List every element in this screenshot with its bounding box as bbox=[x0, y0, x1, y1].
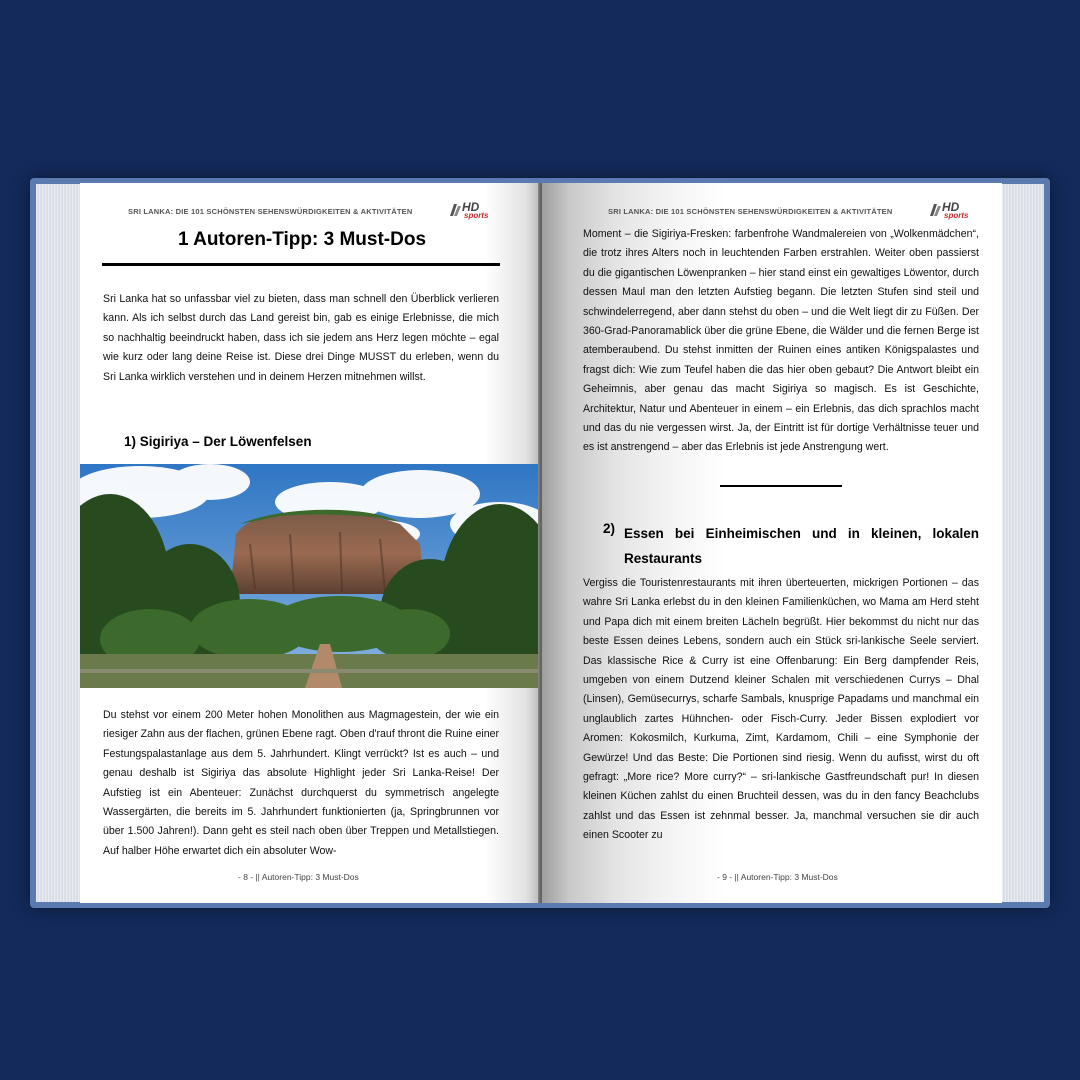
running-head: SRI LANKA: DIE 101 SCHÖNSTEN SEHENSWÜRDIGKEITEN & AKTIVITÄTEN bbox=[608, 207, 893, 216]
essen-paragraph: Vergiss die Touristenrestaurants mit ihren überteuerten, mickrigen Portionen – das wahre Sri Lanka erlebst du in den kleinen Familienküchen, wo Mama am Herd steht und Papa dich mit einem breiten Lächeln begrüßt. Hier bekommst du nicht nur das beste Essen deines Lebens, sondern auch ein Stück sri-lankische Seele serviert. Das klassische Rice & Curry ist eine Offenbarung: Ein Berg dampfender Reis, umgeben von einem Dutzend kleiner Schalen mit verschiedenen Currys – Dhal (Linsen), Gemüsecurrys, scharfe Sambals, knusprige Papadams und manchmal ein unglaublich zartes Hühnchen- oder Fisch-Curry. Jeder Bissen explodiert vor Aromen: Kokosmilch, Kurkuma, Zimt, Kardamom, Chili – eine Symphonie der Gewürze! Und das Beste: Die Portionen sind riesig. Wenn du aufisst, wirst du oft gefragt: „More rice? More curry?“ – sri-lankische Gastfreundschaft pur! In diesen kleinen Küchen zahlst du einen Bruchteil dessen, was du in den fancy Beachclubs zahlst und das Essen ist zehnmal besser. Ja, manchmal versuchen sie dir auch einen Scooter zu bbox=[583, 577, 979, 842]
page-footer-right: - 9 - || Autoren-Tipp: 3 Must-Dos bbox=[717, 872, 838, 882]
logo-hd-text: HD bbox=[462, 200, 480, 214]
left-page bbox=[80, 183, 540, 903]
page-edges-left bbox=[36, 184, 82, 902]
logo-hd-text: HD bbox=[942, 200, 960, 214]
chapter-rule bbox=[102, 263, 500, 266]
hd-sports-logo bbox=[928, 201, 980, 221]
running-head: SRI LANKA: DIE 101 SCHÖNSTEN SEHENSWÜRDIGKEITEN & AKTIVITÄTEN bbox=[128, 207, 413, 216]
logo-sports-text: sports bbox=[464, 211, 489, 220]
logo-sports-text: sports bbox=[944, 211, 969, 220]
logo-mark-icon bbox=[448, 203, 462, 217]
chapter-title: 1 Autoren-Tipp: 3 Must-Dos bbox=[177, 229, 427, 250]
section-heading-sigiriya: 1) Sigiriya – Der Löwenfelsen bbox=[124, 434, 312, 449]
sigiriya-continued-paragraph: Moment – die Sigiriya-Fresken: farbenfrohe Wandmalereien von „Wolkenmädchen“, die trotz ihres Alters noch in leuchtenden Farben erstrahlen. Weiter oben passierst du die gigantischen Löwenpranken – hier stand einst ein gewaltiges Löwentor, durch dessen Maul man den letzten Aufstieg begann. Die letzten Stufen sind steil und schwindelerregend, aber dann stehst du oben – und die Welt liegt dir zu Füßen. Der 360-Grad-Panoramablick über die grüne Ebene, die Wälder und die fernen Berge ist atemberaubend. Du stehst inmitten der Ruinen eines antiken Königspalastes und fragst dich: Wie zum Teufel haben die das hier oben gebaut? Die Antwort bleibt ein Geheimnis, aber genau das macht Sigiriya so magisch. Es ist Geschichte, Architektur, Natur und Abenteuer in einem – ein Erlebnis, das dich sprachlos macht und das du nie vergessen wirst. Ja, der Eintritt ist für dortige Verhältnisse teuer und es ist anstrengend – aber das Erlebnis ist jede Anstrengung wert. bbox=[583, 228, 979, 454]
logo-mark-icon bbox=[928, 203, 942, 217]
sigiriya-photo bbox=[80, 464, 540, 688]
section-heading-essen: Essen bei Einheimischen und in kleinen, lokalen Restaurants bbox=[624, 526, 979, 566]
intro-paragraph: Sri Lanka hat so unfassbar viel zu bieten, dass man schnell den Überblick verlieren kann. Als ich selbst durch das Land gereist bin, gab es einige Erlebnisse, die mich so nachhaltig beeindruckt haben, dass ich sie jedem ans Herz legen möchte – egal wie kurz oder lang deine Reise ist. Diese drei Dinge MUSST du erleben, wenn du Sri Lanka wirklich verstehen und in deinem Herzen mitnehmen willst. bbox=[103, 293, 499, 383]
section-number: 2) bbox=[603, 521, 616, 536]
page-edges-right bbox=[1000, 184, 1044, 902]
page-footer-left: - 8 - || Autoren-Tipp: 3 Must-Dos bbox=[238, 872, 359, 882]
section-divider bbox=[720, 485, 842, 487]
hd-sports-logo bbox=[448, 201, 500, 221]
right-page bbox=[542, 183, 1002, 903]
sigiriya-paragraph: Du stehst vor einem 200 Meter hohen Monolithen aus Magmagestein, der wie ein riesiger Zahn aus der flachen, grünen Ebene ragt. Oben d'rauf thront die Ruine einer Festungspalastanlage aus dem 5. Jahrhundert. Klingt verrückt? Ist es auch – und genau deshalb ist Sigiriya das absolute Highlight jeder Sri Lanka-Reise! Der Aufstieg ist ein Abenteuer: Zunächst durchquerst du symmetrisch angelegte Wassergärten, die bereits im 5. Jahrhundert funktionierten (ja, Springbrunnen vor über 1.500 Jahren!). Dann geht es steil nach oben über Treppen und Metallstiegen. Auf halber Höhe erwartet dich ein absoluter Wow- bbox=[103, 709, 500, 857]
